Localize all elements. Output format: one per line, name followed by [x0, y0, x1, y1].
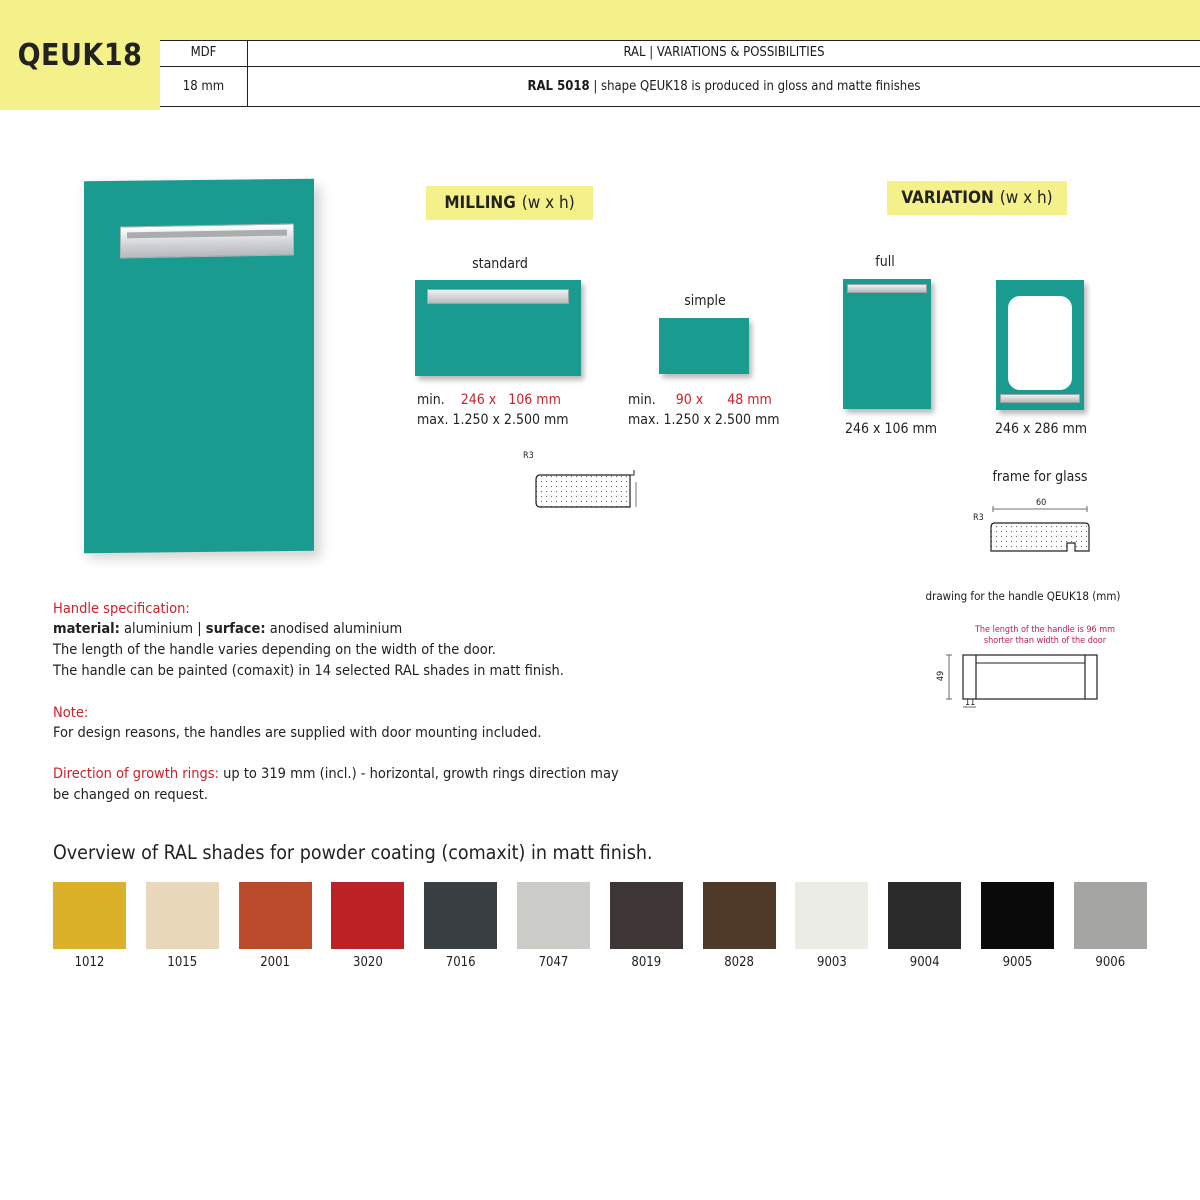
header-thickness: 18 mm — [182, 79, 225, 94]
frame-profile-width: 60 — [1036, 498, 1047, 508]
full-handle-image — [847, 284, 927, 293]
ral-swatch-8019 — [610, 882, 683, 949]
spec-surface-value: anodised aluminium — [265, 621, 403, 637]
ral-swatch-label: 9005 — [1002, 955, 1033, 970]
milling-profile-drawing — [520, 450, 645, 512]
ral-swatch-label: 1012 — [74, 955, 105, 970]
milling-profile-r-label: R3 — [523, 451, 534, 461]
ral-swatch-9005 — [981, 882, 1054, 949]
handle-note-line2: shorter than width of the door — [983, 636, 1107, 646]
milling-label — [426, 186, 593, 220]
ral-swatch-label: 2001 — [260, 955, 290, 970]
spec-line2: The length of the handle varies depending on the width of the door. — [53, 642, 496, 658]
simple-dimensions — [628, 390, 803, 430]
ral-swatch-3020 — [331, 882, 404, 949]
full-panel-image — [843, 279, 931, 409]
variation-label — [887, 181, 1067, 215]
ral-swatch-label: 3020 — [353, 955, 383, 970]
glass-window — [1008, 296, 1072, 390]
standard-handle-image — [427, 289, 569, 304]
simple-panel-image — [659, 318, 749, 374]
standard-min-w: 246 x — [460, 392, 497, 408]
header-desc-rest: | shape QEUK18 is produced in gloss and matte finishes — [589, 79, 921, 94]
glass-panel-image — [996, 280, 1084, 410]
ral-swatch-2001 — [239, 882, 312, 949]
variation-label-text: VARIATION — [901, 188, 994, 208]
ral-swatch-8028 — [703, 882, 776, 949]
handle-technical-drawing — [935, 645, 1105, 719]
spec-surface-label: surface: — [205, 621, 266, 637]
variation-label-unit: (w x h) — [999, 188, 1053, 208]
note-text: For design reasons, the handles are supplied with door mounting included. — [53, 725, 542, 741]
product-code: QEUK18 — [17, 37, 143, 73]
product-code-box — [0, 0, 160, 110]
ral-swatch-1015 — [146, 882, 219, 949]
header-band — [0, 0, 1200, 40]
ral-swatch-label: 1015 — [167, 955, 198, 970]
ral-swatch-1012 — [53, 882, 126, 949]
standard-dimensions — [417, 390, 592, 430]
ral-swatch-label: 9003 — [817, 955, 847, 970]
simple-max: max. 1.250 x 2.500 mm — [628, 412, 780, 428]
frame-for-glass-caption: frame for glass — [992, 469, 1088, 485]
ral-overview-title: Overview of RAL shades for powder coating (comaxit) in matt finish. — [53, 841, 653, 864]
note-title: Note: — [53, 705, 89, 721]
spec-title: Handle specification: — [53, 601, 190, 617]
simple-min-prefix: min. — [628, 392, 656, 408]
glass-handle-image — [1000, 394, 1080, 403]
full-dimensions: 246 x 106 mm — [844, 421, 938, 437]
ral-swatch-9003 — [795, 882, 868, 949]
ral-swatch-label: 9006 — [1095, 955, 1126, 970]
ral-swatch-label: 7047 — [538, 955, 569, 970]
handle-dim-height: 49 — [936, 670, 947, 682]
simple-min-w: 90 x — [675, 392, 704, 408]
ral-swatch-label: 7016 — [445, 955, 476, 970]
growth-text2: be changed on request. — [53, 787, 208, 803]
ral-swatch-row — [53, 882, 1148, 972]
spec-material-value: aluminium | — [119, 621, 206, 637]
milling-label-text: MILLING — [444, 193, 516, 213]
growth-text: up to 319 mm (incl.) - horizontal, growth rings direction may — [218, 766, 619, 782]
ral-swatch-9004 — [888, 882, 961, 949]
spec-line3: The handle can be painted (comaxit) in 14 selected RAL shades in matt finish. — [53, 663, 564, 679]
growth-title: Direction of growth rings: — [53, 766, 219, 782]
standard-panel-image — [415, 280, 581, 376]
ral-swatch-9006 — [1074, 882, 1147, 949]
spec-material-label: material: — [53, 621, 120, 637]
milling-label-unit: (w x h) — [521, 193, 575, 213]
ral-swatch-7047 — [517, 882, 590, 949]
standard-min-h: 106 mm — [508, 392, 561, 408]
ral-swatch-7016 — [424, 882, 497, 949]
handle-drawing-note — [960, 625, 1130, 647]
header-title: RAL | VARIATIONS & POSSIBILITIES — [623, 45, 825, 60]
growth-line — [53, 764, 619, 785]
header-description — [248, 67, 1200, 107]
simple-min-h: 48 mm — [727, 392, 772, 408]
standard-caption: standard — [472, 256, 528, 272]
glass-dimensions: 246 x 286 mm — [994, 421, 1088, 437]
door-handle-image — [120, 223, 294, 258]
full-caption: full — [875, 254, 895, 270]
spec-material-line — [53, 619, 402, 640]
handle-note-line1: The length of the handle is 96 mm — [974, 625, 1116, 635]
simple-caption: simple — [684, 293, 726, 309]
ral-swatch-label: 8028 — [724, 955, 754, 970]
handle-drawing-caption: drawing for the handle QEUK18 (mm) — [925, 589, 1121, 603]
handle-dim-width: 11 — [965, 698, 976, 708]
ral-swatch-label: 9004 — [909, 955, 940, 970]
ral-swatch-label: 8019 — [631, 955, 662, 970]
frame-profile-r-label: R3 — [973, 513, 984, 523]
header-desc-bold: RAL 5018 — [527, 79, 590, 94]
standard-min-prefix: min. — [417, 392, 445, 408]
header-material: MDF — [190, 45, 217, 60]
standard-max: max. 1.250 x 2.500 mm — [417, 412, 569, 428]
